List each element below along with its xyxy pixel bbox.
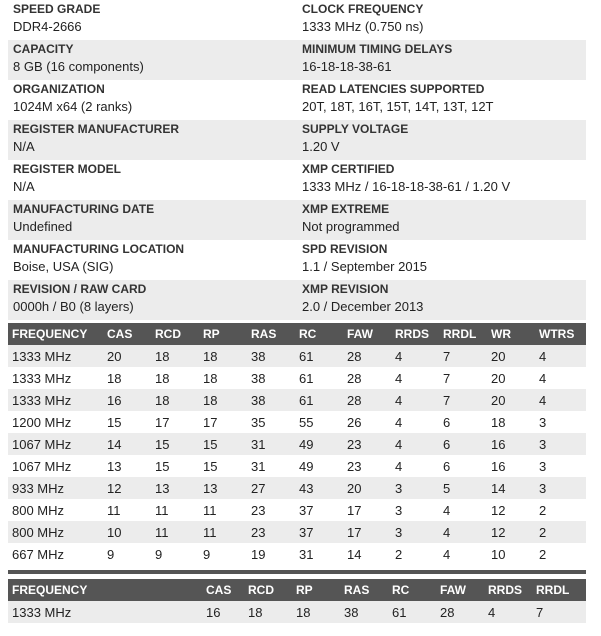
table-cell: 35	[247, 411, 295, 433]
table-cell: 2	[535, 499, 586, 521]
spec-cell	[8, 80, 297, 120]
spd-spec-grid	[8, 0, 586, 320]
table-cell: 2	[391, 543, 439, 565]
table-cell: 11	[151, 499, 199, 521]
table-cell: 1333 MHz	[8, 345, 103, 367]
spec-value: 1.20 V	[302, 139, 340, 154]
table-cell: 19	[247, 543, 295, 565]
table-cell: 18	[151, 367, 199, 389]
table-cell: 16	[487, 455, 535, 477]
table-cell: 28	[343, 367, 391, 389]
column-header: RCD	[244, 579, 292, 601]
spec-cell	[297, 240, 586, 280]
spec-row	[8, 80, 586, 120]
table-cell: 16	[103, 389, 151, 411]
table-cell: 4	[535, 367, 586, 389]
table-cell: 4	[535, 389, 586, 411]
table-cell: 18	[103, 367, 151, 389]
table-cell: 28	[343, 389, 391, 411]
table-cell: 4	[391, 367, 439, 389]
column-header: RRDS	[484, 579, 532, 601]
table-row	[8, 543, 586, 565]
table-cell: 38	[247, 389, 295, 411]
spec-cell	[297, 200, 586, 240]
table-cell: 4	[391, 345, 439, 367]
table-cell: 4	[484, 601, 532, 623]
table-cell: 14	[343, 543, 391, 565]
spec-cell	[8, 0, 297, 40]
spec-value: 20T, 18T, 16T, 15T, 14T, 13T, 12T	[302, 99, 494, 114]
spec-label: READ LATENCIES SUPPORTED	[302, 82, 485, 96]
table-cell: 28	[343, 345, 391, 367]
table-cell: 3	[391, 499, 439, 521]
table-cell: 9	[103, 543, 151, 565]
table-cell: 18	[199, 367, 247, 389]
column-header: RC	[295, 323, 343, 345]
column-header: CAS	[202, 579, 244, 601]
table-cell: 18	[487, 411, 535, 433]
table-cell: 9	[199, 543, 247, 565]
table-cell: 800 MHz	[8, 521, 103, 543]
table-cell: 18	[151, 345, 199, 367]
table-cell: 5	[439, 477, 487, 499]
column-header: RAS	[340, 579, 388, 601]
table-cell: 14	[103, 433, 151, 455]
table-cell: 7	[439, 367, 487, 389]
table-cell: 31	[295, 543, 343, 565]
spec-label: REVISION / RAW CARD	[13, 282, 147, 296]
spec-value: DDR4-2666	[13, 19, 82, 34]
table-cell: 20	[103, 345, 151, 367]
spec-cell	[297, 0, 586, 40]
spec-label: ORGANIZATION	[13, 82, 105, 96]
spec-row	[8, 280, 586, 320]
table-cell: 31	[247, 433, 295, 455]
table-cell: 18	[151, 389, 199, 411]
column-header: RC	[388, 579, 436, 601]
spec-cell	[8, 40, 297, 80]
table-cell: 20	[487, 367, 535, 389]
table-row	[8, 477, 586, 499]
table-cell: 15	[199, 455, 247, 477]
table-cell: 933 MHz	[8, 477, 103, 499]
table-cell: 15	[199, 433, 247, 455]
table-cell: 37	[295, 499, 343, 521]
spec-label: XMP REVISION	[302, 282, 389, 296]
table-cell: 16	[202, 601, 244, 623]
table-cell: 2	[535, 543, 586, 565]
spec-value: N/A	[13, 179, 35, 194]
timings-table	[8, 323, 586, 565]
table-cell: 1333 MHz	[8, 367, 103, 389]
table-cell: 3	[535, 477, 586, 499]
table-cell: 38	[247, 367, 295, 389]
table-cell: 23	[247, 499, 295, 521]
table-row	[8, 433, 586, 455]
spec-value: Not programmed	[302, 219, 400, 234]
spec-cell	[8, 280, 297, 320]
column-header: FREQUENCY	[8, 323, 103, 345]
spec-label: REGISTER MODEL	[13, 162, 122, 176]
table-cell: 1067 MHz	[8, 455, 103, 477]
table-cell: 15	[151, 433, 199, 455]
spec-label: CAPACITY	[13, 42, 74, 56]
table-cell: 7	[439, 345, 487, 367]
spec-value: 0000h / B0 (8 layers)	[13, 299, 134, 314]
table-cell: 15	[103, 411, 151, 433]
column-header: CAS	[103, 323, 151, 345]
spec-cell	[297, 120, 586, 160]
spec-cell	[8, 200, 297, 240]
table-cell: 18	[292, 601, 340, 623]
table-cell: 4	[391, 455, 439, 477]
table-row	[8, 367, 586, 389]
spec-value: N/A	[13, 139, 35, 154]
table-row	[8, 499, 586, 521]
table-cell: 2	[535, 521, 586, 543]
column-header: FREQUENCY	[8, 579, 103, 601]
table-cell: 13	[151, 477, 199, 499]
spec-label: MANUFACTURING DATE	[13, 202, 155, 216]
table-row	[8, 345, 586, 367]
spec-label: MINIMUM TIMING DELAYS	[302, 42, 453, 56]
table-cell: 23	[343, 433, 391, 455]
spec-cell	[297, 80, 586, 120]
table-cell: 20	[487, 389, 535, 411]
spec-cell	[8, 240, 297, 280]
spec-value: Boise, USA (SIG)	[13, 259, 114, 274]
table-cell: 10	[103, 521, 151, 543]
table-cell: 7	[532, 601, 586, 623]
table-cell: 61	[295, 367, 343, 389]
spec-label: XMP CERTIFIED	[302, 162, 395, 176]
table-cell: 3	[535, 455, 586, 477]
spec-label: XMP EXTREME	[302, 202, 390, 216]
table-cell: 13	[103, 455, 151, 477]
spec-cell	[297, 280, 586, 320]
section-divider	[8, 570, 586, 574]
spec-label: SUPPLY VOLTAGE	[302, 122, 409, 136]
table-row	[8, 521, 586, 543]
column-header: RRDL	[532, 579, 586, 601]
table-row	[8, 455, 586, 477]
table-cell: 17	[199, 411, 247, 433]
table-cell	[103, 601, 202, 623]
table-cell: 38	[247, 345, 295, 367]
spec-cell	[297, 160, 586, 200]
table-cell: 4	[391, 389, 439, 411]
column-header: WR	[487, 323, 535, 345]
table-cell: 4	[439, 543, 487, 565]
table-cell: 27	[247, 477, 295, 499]
table-cell: 38	[340, 601, 388, 623]
column-header: RRDL	[439, 323, 487, 345]
spec-row	[8, 240, 586, 280]
table-cell: 12	[487, 499, 535, 521]
table-cell: 18	[199, 345, 247, 367]
table-cell: 17	[151, 411, 199, 433]
spec-value: 2.0 / December 2013	[302, 299, 424, 314]
table-cell: 10	[487, 543, 535, 565]
column-header: WTRS	[535, 323, 586, 345]
table-cell: 9	[151, 543, 199, 565]
table-cell: 37	[295, 521, 343, 543]
spec-label: SPEED GRADE	[13, 2, 101, 16]
spec-row	[8, 160, 586, 200]
spec-label: REGISTER MANUFACTURER	[13, 122, 180, 136]
table-cell: 3	[535, 433, 586, 455]
timings-header-row	[8, 323, 586, 345]
table-cell: 23	[247, 521, 295, 543]
table-cell: 11	[151, 521, 199, 543]
table-cell: 6	[439, 455, 487, 477]
spec-label: CLOCK FREQUENCY	[302, 2, 424, 16]
table-cell: 15	[151, 455, 199, 477]
spec-row	[8, 200, 586, 240]
table-cell: 61	[295, 345, 343, 367]
column-header: RRDS	[391, 323, 439, 345]
table-cell: 11	[103, 499, 151, 521]
spec-value: Undefined	[13, 219, 73, 234]
table-cell: 11	[199, 521, 247, 543]
table-cell: 26	[343, 411, 391, 433]
table-cell: 49	[295, 455, 343, 477]
table-cell: 17	[343, 499, 391, 521]
table-cell: 43	[295, 477, 343, 499]
spec-row	[8, 40, 586, 80]
table-cell: 4	[439, 499, 487, 521]
table-cell: 4	[391, 433, 439, 455]
spec-row	[8, 120, 586, 160]
spec-value: 1333 MHz (0.750 ns)	[302, 19, 424, 34]
column-header: RP	[199, 323, 247, 345]
spec-label: SPD REVISION	[302, 242, 388, 256]
column-header	[103, 579, 202, 601]
table-cell: 61	[388, 601, 436, 623]
spec-value: 1024M x64 (2 ranks)	[13, 99, 133, 114]
table-cell: 6	[439, 433, 487, 455]
spec-value: 16-18-18-38-61	[302, 59, 392, 74]
table-cell: 49	[295, 433, 343, 455]
table-cell: 1200 MHz	[8, 411, 103, 433]
spec-value: 8 GB (16 components)	[13, 59, 144, 74]
table-cell: 1333 MHz	[8, 601, 103, 623]
table-cell: 12	[103, 477, 151, 499]
table-cell: 23	[343, 455, 391, 477]
column-header: FAW	[343, 323, 391, 345]
spec-value: 1333 MHz / 16-18-18-38-61 / 1.20 V	[302, 179, 511, 194]
table-cell: 3	[391, 521, 439, 543]
table-cell: 20	[343, 477, 391, 499]
table-cell: 1333 MHz	[8, 389, 103, 411]
spec-label: MANUFACTURING LOCATION	[13, 242, 185, 256]
table-row	[8, 389, 586, 411]
xmp-header-row	[8, 579, 586, 601]
table-cell: 4	[391, 411, 439, 433]
table-cell: 6	[439, 411, 487, 433]
table-cell: 11	[199, 499, 247, 521]
table-row	[8, 601, 586, 623]
table-cell: 7	[439, 389, 487, 411]
table-cell: 4	[439, 521, 487, 543]
table-cell: 17	[343, 521, 391, 543]
table-row	[8, 411, 586, 433]
column-header: RAS	[247, 323, 295, 345]
table-cell: 31	[247, 455, 295, 477]
column-header: FAW	[436, 579, 484, 601]
spec-row	[8, 0, 586, 40]
table-cell: 4	[535, 345, 586, 367]
column-header: RP	[292, 579, 340, 601]
table-cell: 18	[199, 389, 247, 411]
table-cell: 28	[436, 601, 484, 623]
table-cell: 20	[487, 345, 535, 367]
table-cell: 667 MHz	[8, 543, 103, 565]
table-cell: 13	[199, 477, 247, 499]
spec-cell	[8, 120, 297, 160]
table-cell: 12	[487, 521, 535, 543]
table-cell: 61	[295, 389, 343, 411]
spec-cell	[297, 40, 586, 80]
spec-cell	[8, 160, 297, 200]
table-cell: 16	[487, 433, 535, 455]
table-cell: 800 MHz	[8, 499, 103, 521]
table-cell: 18	[244, 601, 292, 623]
table-cell: 3	[391, 477, 439, 499]
table-cell: 3	[535, 411, 586, 433]
table-cell: 1067 MHz	[8, 433, 103, 455]
table-cell: 55	[295, 411, 343, 433]
xmp-timings-table	[8, 579, 586, 623]
table-cell: 14	[487, 477, 535, 499]
spec-value: 1.1 / September 2015	[302, 259, 428, 274]
column-header: RCD	[151, 323, 199, 345]
